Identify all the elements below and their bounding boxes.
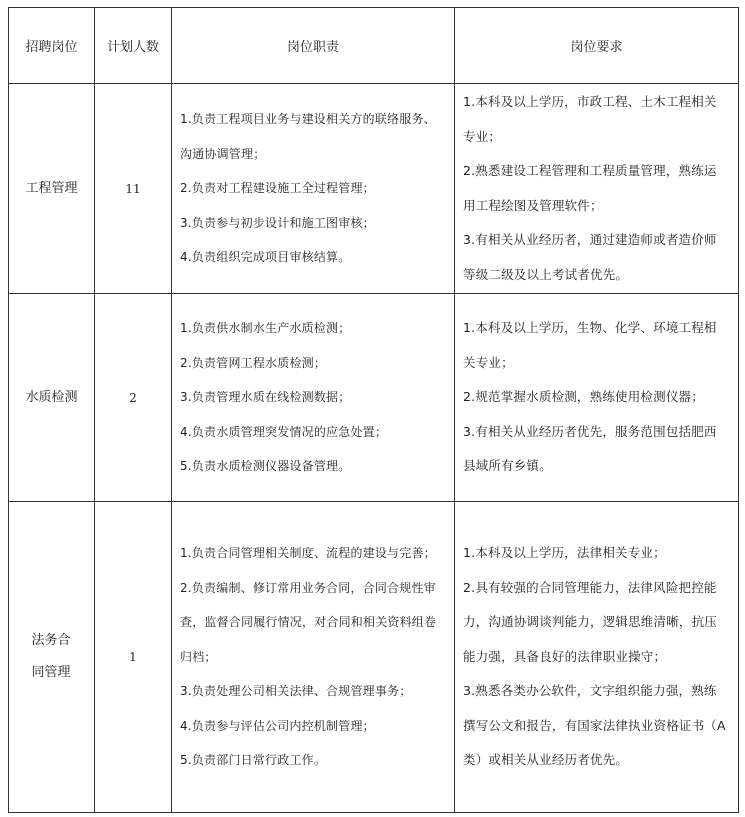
headcount-cell: 11	[95, 84, 172, 294]
header-duties: 岗位职责	[172, 8, 455, 84]
duties-list	[172, 311, 454, 484]
duty-item: 1.负责供水制水生产水质检测；	[180, 321, 351, 336]
requirements-list	[455, 536, 738, 778]
header-headcount: 计划人数	[95, 8, 172, 84]
duties-cell	[172, 84, 455, 294]
position-cell	[9, 294, 95, 502]
requirements-cell	[455, 502, 739, 813]
position-cell	[9, 502, 95, 813]
duty-item: 3.负责处理公司相关法律、合规管理事务；	[180, 684, 412, 699]
duty-item: 2.负责管网工程水质检测；	[180, 355, 327, 370]
requirement-item: 1.本科及以上学历，市政工程、土木工程相关专业；	[463, 94, 717, 144]
duty-item: 5.负责部门日常行政工作。	[180, 753, 327, 768]
duty-item: 5.负责水质检测仪器设备管理。	[180, 459, 351, 474]
requirement-item: 2.具有较强的合同管理能力，法律风险把控能力，沟通协调谈判能力，逻辑思维清晰，抗压能力强，具备良好的法律职业操守；	[463, 579, 718, 664]
header-requirements: 岗位要求	[455, 8, 739, 84]
requirements-list	[455, 85, 738, 292]
duties-list	[172, 102, 454, 275]
requirement-item: 3.有相关从业经历者，通过建造师或者造价师等级二级及以上考试者优先。	[463, 232, 717, 282]
position-name: 法务合同管理	[31, 633, 71, 680]
position-name: 工程管理	[25, 180, 78, 196]
requirements-cell	[455, 84, 739, 294]
headcount-cell: 2	[95, 294, 172, 502]
table-row	[9, 294, 739, 502]
duty-item: 1.负责工程项目业务与建设相关方的联络服务、沟通协调管理；	[180, 112, 436, 161]
duty-item: 1.负责合同管理相关制度、流程的建设与完善；	[180, 546, 436, 561]
duties-cell	[172, 502, 455, 813]
requirement-item: 2.熟悉建设工程管理和工程质量管理，熟练运用工程绘图及管理软件；	[463, 163, 717, 213]
duty-item: 4.负责水质管理突发情况的应急处置；	[180, 424, 388, 439]
table-header-row	[9, 8, 739, 84]
requirements-list	[455, 311, 738, 484]
requirement-item: 3.有相关从业经历者优先，服务范围包括肥西县域所有乡镇。	[463, 423, 717, 474]
table-row	[9, 502, 739, 813]
recruitment-table	[8, 7, 739, 813]
requirement-item: 3.熟悉各类办公软件，文字组织能力强，熟练撰写公文和报告，有国家法律执业资格证书（A类）或相关从业经历者优先。	[463, 683, 726, 768]
requirements-cell	[455, 294, 739, 502]
requirement-item: 2.规范掌握水质检测，熟练使用检测仪器；	[463, 389, 704, 405]
headcount-cell: 1	[95, 502, 172, 813]
duty-item: 2.负责对工程建设施工全过程管理；	[180, 181, 375, 196]
duty-item: 3.负责参与初步设计和施工图审核；	[180, 215, 375, 230]
duty-item: 4.负责参与评估公司内控机制管理；	[180, 718, 375, 733]
duty-item: 3.负责管理水质在线检测数据；	[180, 390, 351, 405]
duties-cell	[172, 294, 455, 502]
duty-item: 2.负责编制、修订常用业务合同，合同合规性审查，监督合同履行情况，对合同和相关资料组卷归档；	[180, 580, 437, 664]
duty-item: 4.负责组织完成项目审核结算。	[180, 250, 351, 265]
duties-list	[172, 536, 454, 778]
position-cell	[9, 84, 95, 294]
header-position: 招聘岗位	[9, 8, 95, 84]
requirement-item: 1.本科及以上学历，法律相关专业；	[463, 545, 666, 561]
table-row	[9, 84, 739, 294]
position-name: 水质检测	[25, 389, 78, 405]
requirement-item: 1.本科及以上学历，生物、化学、环境工程相关专业；	[463, 320, 717, 370]
